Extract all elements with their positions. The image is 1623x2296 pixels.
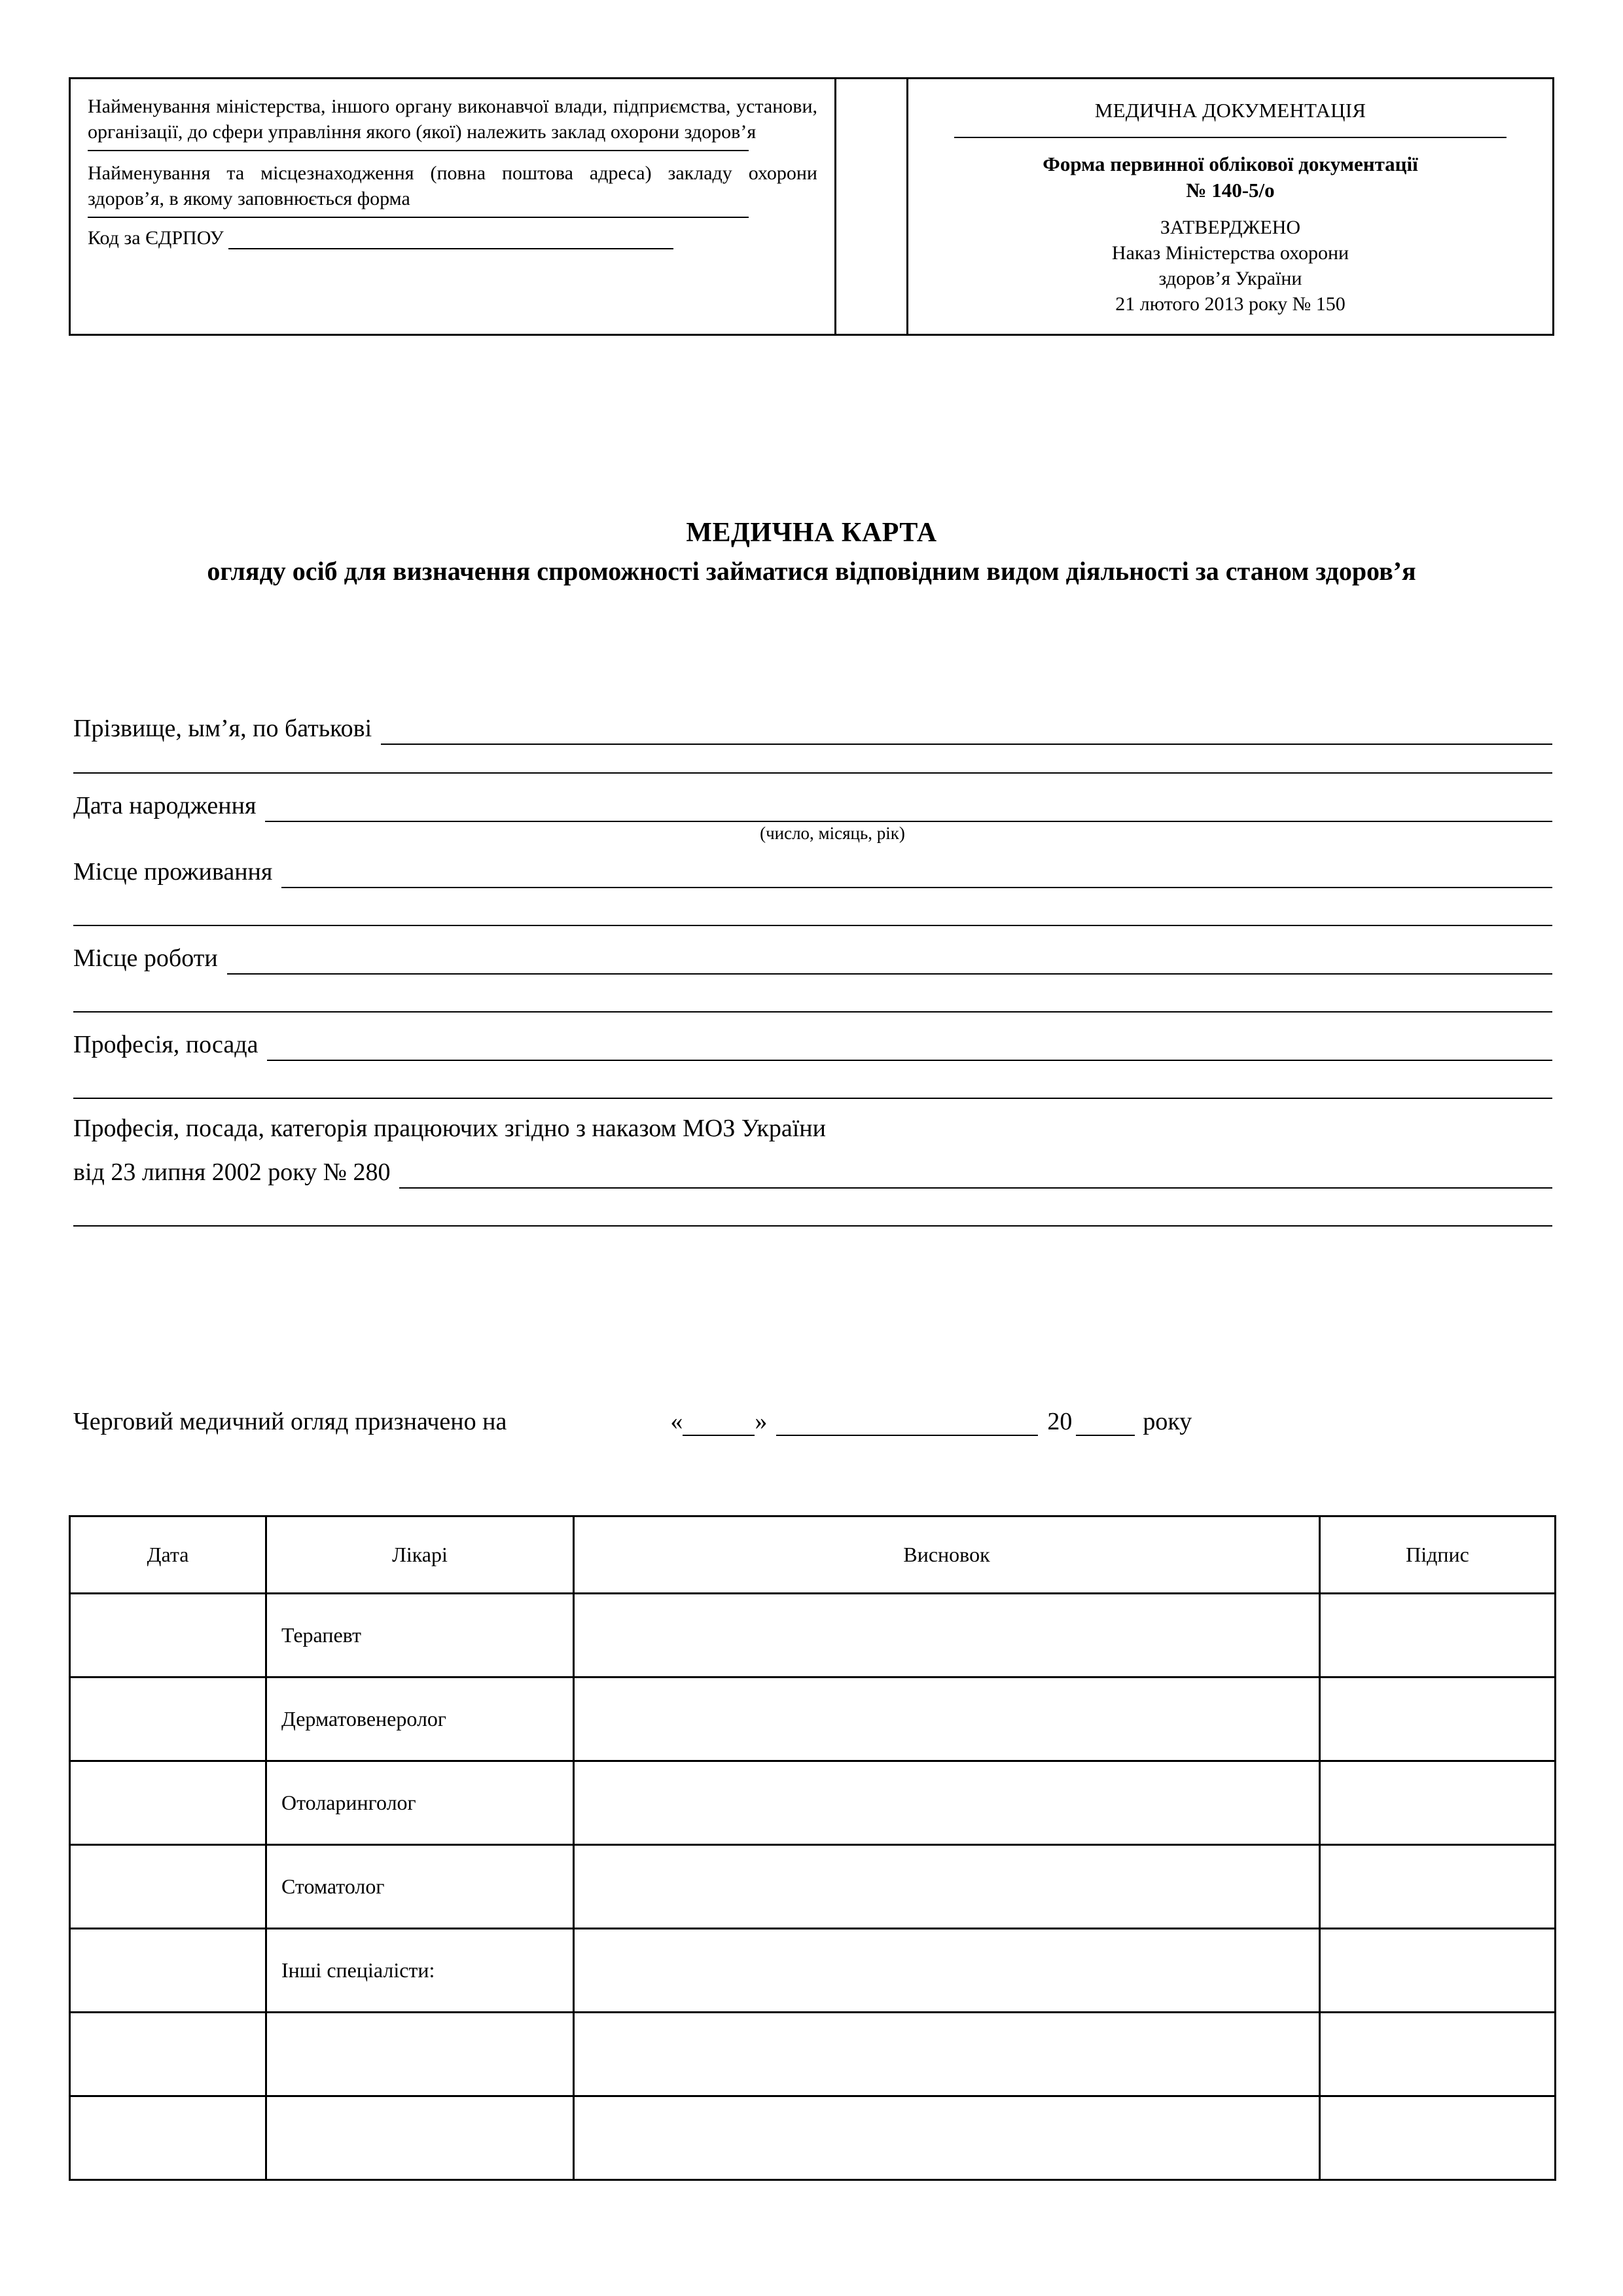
cell-signature[interactable] (1320, 1761, 1556, 1845)
cell-doctor[interactable] (266, 2013, 574, 2096)
header-divider (954, 137, 1507, 138)
category-label-line1: Професія, посада, категорія працюючих згідно з наказом МОЗ України (73, 1115, 826, 1142)
next-exam-day-input[interactable] (683, 1412, 755, 1436)
fullname-input[interactable] (381, 716, 1552, 745)
page-title (69, 517, 1554, 589)
profession-input[interactable] (267, 1032, 1552, 1061)
facility-text: Найменування та місцезнаходження (повна поштова адреса) закладу охорони здоров’я, в якому заповнюється форма (88, 162, 817, 209)
approved-line3: 21 лютого 2013 року № 150 (1115, 293, 1346, 315)
cell-conclusion[interactable] (574, 1845, 1320, 1929)
profession-input-continued[interactable] (73, 1070, 1552, 1099)
title-line-2: огляду осіб для визначення спроможності займатися відповідним видом діяльності за станом здоров’я (207, 556, 1416, 586)
fullname-row (73, 702, 1552, 745)
col-header-doctor: Лікарі (266, 1516, 574, 1594)
category-label-line2: від 23 липня 2002 року № 280 (73, 1158, 391, 1187)
col-header-signature: Підпис (1320, 1516, 1556, 1594)
table-row (70, 2013, 1556, 2096)
workplace-row (73, 931, 1552, 975)
category-input[interactable] (399, 1160, 1552, 1189)
cell-date[interactable] (70, 1845, 266, 1929)
cell-doctor: Отоларинголог (266, 1761, 574, 1845)
col-header-date: Дата (70, 1516, 266, 1594)
exam-table (69, 1515, 1556, 2181)
cell-conclusion[interactable] (574, 1594, 1320, 1677)
cell-date[interactable] (70, 2013, 266, 2096)
approved-line2: здоров’я України (1158, 267, 1302, 289)
residence-label: Місце проживання (73, 858, 273, 886)
edrpou-row (88, 227, 817, 249)
residence-input-continued[interactable] (73, 897, 1552, 926)
birthdate-row (73, 779, 1552, 822)
cell-doctor: Стоматолог (266, 1845, 574, 1929)
cell-date[interactable] (70, 1594, 266, 1677)
col-header-conclusion: Висновок (574, 1516, 1320, 1594)
cell-conclusion[interactable] (574, 1929, 1320, 2013)
cell-conclusion[interactable] (574, 2096, 1320, 2180)
cell-signature[interactable] (1320, 1594, 1556, 1677)
form-number: № 140-5/о (1186, 179, 1275, 202)
next-exam-year-suffix: року (1143, 1408, 1192, 1435)
workplace-input-continued[interactable] (73, 984, 1552, 1013)
table-row (70, 1594, 1556, 1677)
cell-doctor: Терапевт (266, 1594, 574, 1677)
ministry-text: Найменування міністерства, іншого органу виконавчої влади, підприємства, установи, організації, до сфери управління якого (якої) належить заклад охорони здоров’я (88, 96, 817, 143)
cell-signature[interactable] (1320, 2096, 1556, 2180)
table-row (70, 1761, 1556, 1845)
profession-label: Професія, посада (73, 1031, 259, 1058)
cell-conclusion[interactable] (574, 2013, 1320, 2096)
fullname-label: Прізвище, ым’я, по батькові (73, 715, 372, 742)
birthdate-input[interactable] (265, 793, 1552, 822)
edrpou-label: Код за ЄДРПОУ (88, 227, 224, 249)
workplace-input[interactable] (227, 946, 1552, 975)
edrpou-input-line[interactable] (228, 231, 673, 249)
next-exam-year-input[interactable] (1076, 1412, 1135, 1436)
cell-doctor: Дерматовенеролог (266, 1677, 574, 1761)
fullname-input-continued[interactable] (73, 745, 1552, 774)
quote-close: » (755, 1408, 768, 1435)
quote-open: « (670, 1408, 683, 1435)
approved-line1: Наказ Міністерства охорони (1111, 242, 1349, 264)
table-row (70, 2096, 1556, 2180)
profession-row (73, 1018, 1552, 1061)
birthdate-label: Дата народження (73, 792, 257, 819)
title-line-1: МЕДИЧНА КАРТА (686, 518, 937, 548)
cell-doctor: Інші спеціалісти: (266, 1929, 574, 2013)
table-row (70, 1677, 1556, 1761)
cell-date[interactable] (70, 2096, 266, 2180)
table-row (70, 1929, 1556, 2013)
birthdate-hint: (число, місяць, рік) (760, 823, 905, 843)
doc-type-label: МЕДИЧНА ДОКУМЕНТАЦІЯ (1094, 99, 1366, 122)
form-name-line1: Форма первинної облікової документації (1043, 152, 1418, 175)
header-table (69, 77, 1554, 336)
next-exam-year-prefix: 20 (1047, 1408, 1073, 1435)
cell-conclusion[interactable] (574, 1761, 1320, 1845)
approved-label: ЗАТВЕРДЖЕНО (1160, 216, 1301, 238)
cell-signature[interactable] (1320, 1845, 1556, 1929)
category-input-continued[interactable] (73, 1198, 1552, 1227)
cell-doctor[interactable] (266, 2096, 574, 2180)
workplace-label: Місце роботи (73, 944, 218, 972)
next-exam-label: Черговий медичний огляд призначено на (73, 1408, 507, 1435)
cell-date[interactable] (70, 1929, 266, 2013)
next-exam-month-input[interactable] (776, 1412, 1038, 1436)
header-middle-spacer (836, 79, 908, 334)
residence-row (73, 845, 1552, 888)
cell-conclusion[interactable] (574, 1677, 1320, 1761)
residence-input[interactable] (281, 859, 1552, 888)
exam-table-header-row (70, 1516, 1556, 1594)
cell-date[interactable] (70, 1677, 266, 1761)
form-fields (73, 702, 1552, 1227)
header-left-cell (71, 79, 836, 334)
cell-signature[interactable] (1320, 1677, 1556, 1761)
header-right-cell (908, 79, 1552, 334)
ministry-rule (88, 150, 749, 151)
cell-signature[interactable] (1320, 2013, 1556, 2096)
next-exam-row (73, 1407, 1552, 1436)
cell-signature[interactable] (1320, 1929, 1556, 2013)
category-row (73, 1145, 1552, 1189)
cell-date[interactable] (70, 1761, 266, 1845)
table-row (70, 1845, 1556, 1929)
facility-rule (88, 217, 749, 218)
